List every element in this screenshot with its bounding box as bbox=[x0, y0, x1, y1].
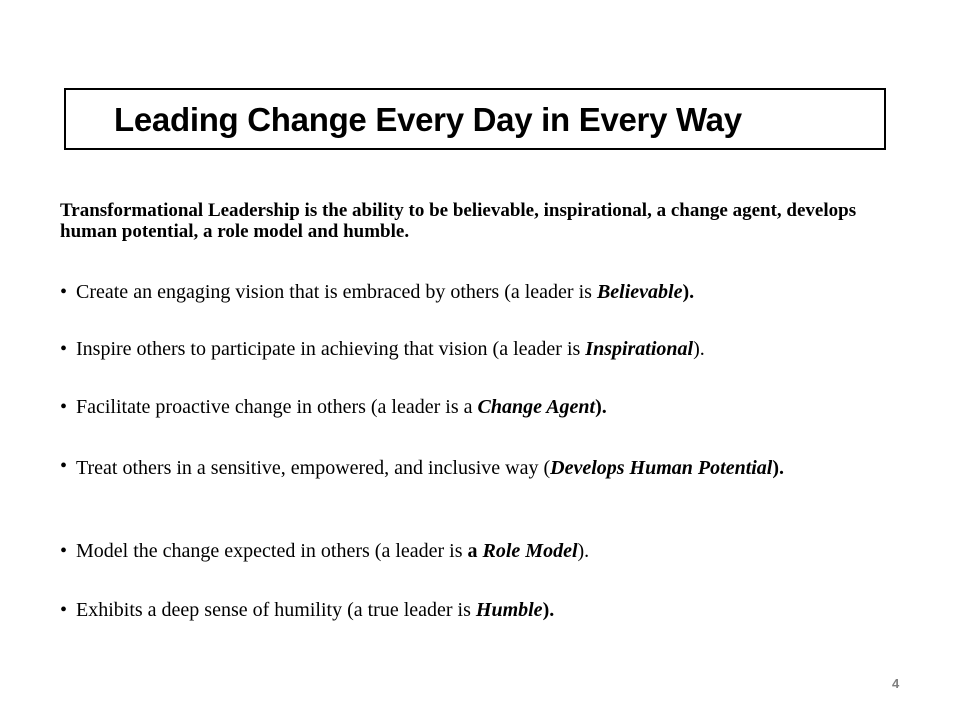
bullet-dot: • bbox=[60, 281, 68, 303]
title-box bbox=[64, 88, 886, 150]
intro-paragraph: Transformational Leadership is the ability to be believable, inspirational, a change agent, develops human potential, a role model and humble. bbox=[60, 200, 857, 242]
bullet-item-change-agent bbox=[60, 395, 860, 419]
bullet-text: Model the change expected in others (a leader is a Role Model). bbox=[76, 540, 590, 562]
bullet-item-develops-human-potential bbox=[60, 454, 860, 482]
bullet-item-inspirational bbox=[60, 337, 860, 361]
page-number: 4 bbox=[892, 676, 900, 691]
bullet-text: Exhibits a deep sense of humility (a true leader is Humble). bbox=[76, 599, 555, 621]
bullet-text: Facilitate proactive change in others (a leader is a Change Agent). bbox=[76, 396, 607, 418]
bullet-dot: • bbox=[60, 599, 68, 621]
bullet-item-believable bbox=[60, 280, 860, 304]
bullet-dot: • bbox=[60, 455, 68, 477]
bullet-dot: • bbox=[60, 338, 68, 360]
bullet-item-humble bbox=[60, 598, 860, 622]
bullet-text: Treat others in a sensitive, empowered, and inclusive way (Develops Human Potential). bbox=[76, 457, 785, 479]
bullet-dot: • bbox=[60, 540, 68, 562]
bullet-text: Inspire others to participate in achieving that vision (a leader is Inspirational). bbox=[76, 338, 705, 360]
slide-title: Leading Change Every Day in Every Way bbox=[114, 101, 742, 138]
bullet-text: Create an engaging vision that is embraced by others (a leader is Believable). bbox=[76, 281, 695, 303]
bullet-dot: • bbox=[60, 396, 68, 418]
bullet-item-role-model bbox=[60, 539, 860, 563]
